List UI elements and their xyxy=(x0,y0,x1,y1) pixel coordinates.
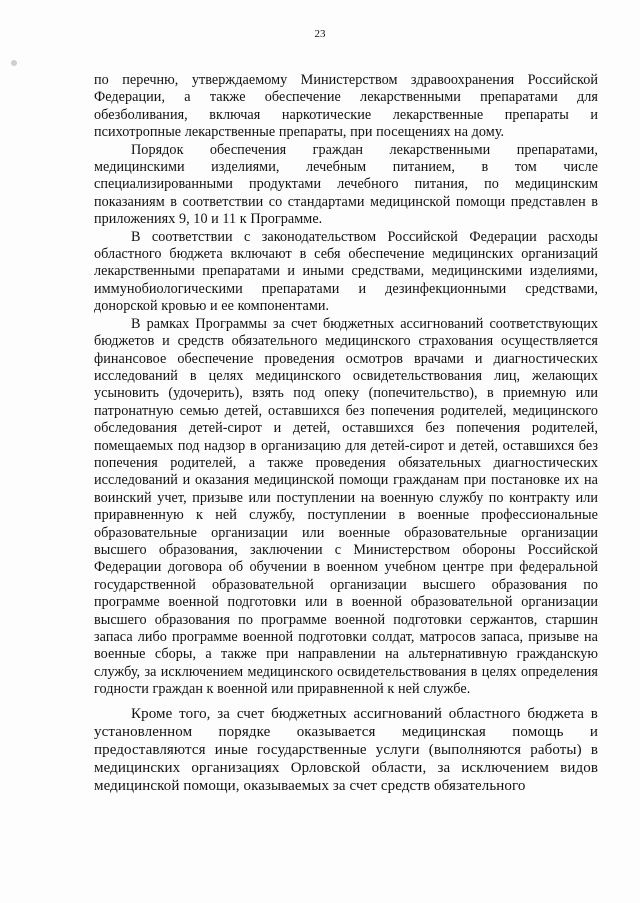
paragraph-additional-services-text: Кроме того, за счет бюджетных ассигнований областного бюджета в установленном порядке оказывается медицинская помощь и предоставляются иные государственные услуги (выполняются работы) в медицинских организациях Орловской области, за исключением видов медицинской помощи, оказываемых за счет средств обязательного xyxy=(94,705,598,794)
paragraph-continuation: по перечню, утверждаемому Министерством здравоохранения Российской Федерации, а также обеспечение лекарственными препаратами для обезболивания, включая наркотические лекарственные препараты и психотропные лекарственные препараты, при посещениях на дому. xyxy=(94,72,598,141)
page-number: 23 xyxy=(314,28,326,40)
scan-speck xyxy=(11,60,17,66)
document-body xyxy=(94,72,598,795)
paragraph-supply-order: Порядок обеспечения граждан лекарственными препаратами, медицинскими изделиями, лечебным питанием, в том числе специализированными продуктами лечебного питания, по медицинским показаниям в соответствии со стандартами медицинской помощи представлен в приложениях 9, 10 и 11 к Программе. xyxy=(94,141,598,228)
paragraph-additional-services xyxy=(94,705,598,795)
paragraph-budget-expenses: В соответствии с законодательством Российской Федерации расходы областного бюджета включают в себя обеспечение медицинских организаций лекарственными препаратами и иными средствами, медицинскими изделиями, иммунобиологическими препаратами и дезинфекционными средствами, донорской кровью и ее компонентами. xyxy=(94,228,598,315)
paragraph-program-financing: В рамках Программы за счет бюджетных ассигнований соответствующих бюджетов и средств обязательного медицинского страхования осуществляется финансовое обеспечение проведения осмотров врачами и диагностических исследований в целях медицинского освидетельствования лиц, желающих усыновить (удочерить), взять под опеку (попечительство), в приемную или патронатную семью детей, оставшихся без попечения родителей, медицинского обследования детей-сирот и детей, оставшихся без попечения родителей, помещаемых под надзор в организацию для детей-сирот и детей, оставшихся без попечения родителей, а также проведения обязательных диагностических исследований и оказания медицинской помощи гражданам при постановке их на воинский учет, призыве или поступлении на военную службу по контракту или приравненную к ней службу, поступлении в военные профессиональные образовательные организации или военные образовательные организации высшего образования, заключении с Министерством обороны Российской Федерации договора об обучении в военном учебном центре при федеральной государственной образовательной организации высшего образования по программе военной подготовки или в военной образовательной организации высшего образования по программе военной подготовки сержантов, старшин запаса либо программе военной подготовки солдат, матросов запаса, призыве на военные сборы, а также при направлении на альтернативную гражданскую службу, за исключением медицинского освидетельствования в целях определения годности граждан к военной или приравненной к ней службе. xyxy=(94,315,598,698)
